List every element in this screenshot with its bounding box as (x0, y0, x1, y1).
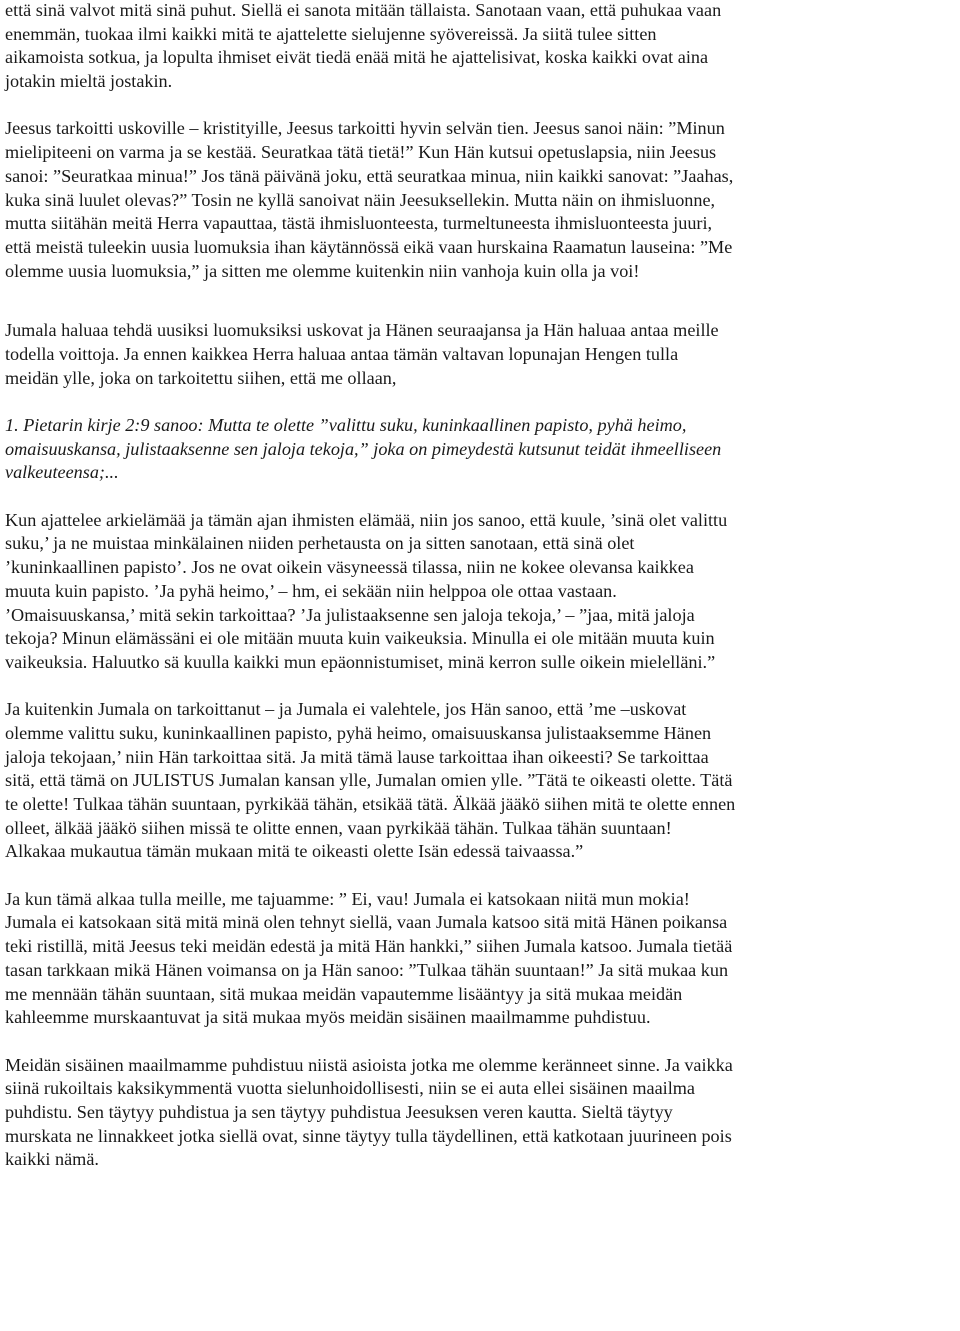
paragraph-gap (5, 283, 960, 319)
text-line: sitä, että tämä on JULISTUS Jumalan kansan ylle, Jumalan omien ylle. ”Tätä te oikeasti olette. Tätä (5, 770, 733, 791)
paragraph-gap (5, 1030, 960, 1054)
text-line: Ja kuitenkin Jumala on tarkoittanut – ja Jumala ei valehtele, jos Hän sanoo, että ’me –uskovat (5, 699, 687, 720)
text-line: vaikeuksia. Haluutko sä kuulla kaikki mun epäonnistumiset, minä kerron sulle oikein mielelläni.” (5, 651, 716, 672)
text-line: Ja kun tämä alkaa tulla meille, me tajuamme: ” Ei, vau! Jumala ei katsokaan niitä mun mokia! (5, 888, 690, 909)
text-line: kuka sinä luulet olevas?” Tosin ne kyllä sanoivat näin Jeesuksellekin. Mutta näin on ihmisluonne, (5, 189, 716, 210)
text-line: puhdistu. Sen täytyy puhdistua ja sen täytyy puhdistua Jeesuksen veren kautta. Sieltä täytyy (5, 1101, 673, 1122)
text-line: valkeuteensa;... (5, 462, 119, 483)
paragraph (5, 698, 960, 864)
text-line: todella voittoja. Ja ennen kaikkea Herra haluaa antaa tämän valtavan lopunajan Hengen tulla (5, 343, 679, 364)
text-line: sanoi: ”Seuratkaa minua!” Jos tänä päivänä joku, että seuratkaa minua, niin kaikki sanovat: ”Jaahas, (5, 165, 734, 186)
paragraph (5, 509, 960, 675)
paragraph (5, 888, 960, 1030)
text-line: olemme valittu suku, kuninkaallinen papisto, pyhä heimo, omaisuuskansa julistaaksemme Hänen (5, 722, 712, 743)
paragraph-gap (5, 485, 960, 509)
paragraph (5, 117, 960, 283)
text-line: mielipiteeni on varma ja se kestää. Seuratkaa tätä tietä!” Kun Hän kutsui opetuslapsia, niin Jeesus (5, 142, 717, 163)
text-line: 1. Pietarin kirje 2:9 sanoo: Mutta te olette ”valittu suku, kuninkaallinen papisto, pyhä heimo, (5, 415, 687, 435)
text-line: suku,’ ja ne muistaa minkälainen niiden perhetausta on ja sitten sanotaan, että sinä olet (5, 533, 635, 554)
text-line: ’kuninkaallinen papisto’. Jos ne ovat oikein väsyneessä tilassa, niin ne kokee olevansa kaikkea (5, 557, 694, 578)
text-line: me mennään tähän suuntaan, sitä mukaa meidän vapautemme lisääntyy ja sitä mukaa meidän (5, 983, 683, 1004)
paragraph-gap (5, 94, 960, 118)
paragraph (5, 319, 960, 390)
text-line: teki ristillä, mitä Jeesus teki meidän edestä ja mitä Hän hankki,” siihen Jumala katsoo. Jumala tietää (5, 936, 733, 957)
text-line: kahleemme murskaantuvat ja sitä mukaa myös meidän sisäinen maailmamme puhdistuu. (5, 1007, 651, 1028)
text-line: Alkakaa mukautua tämän mukaan mitä te oikeasti olette Isän edessä taivaassa.” (5, 841, 584, 862)
text-line: te olette! Tulkaa tähän suuntaan, pyrkikää tähän, etsikää tätä. Älkää jääkö siihen mitä te olette ennen (5, 794, 736, 814)
paragraph (5, 1054, 960, 1172)
text-line: omaisuuskansa, julistaaksenne sen jaloja tekoja,” joka on pimeydestä kutsunut teidät ihmeelliseen (5, 438, 722, 459)
text-line: että sinä valvot mitä sinä puhut. Siellä ei sanota mitään tällaista. Sanotaan vaan, että puhukaa vaan (5, 0, 722, 20)
text-line: jotakin mieltä jostakin. (5, 71, 173, 92)
paragraph-gap (5, 675, 960, 699)
text-line: enemmän, tuokaa ilmi kaikki mitä te ajattelette sielujenne syövereissä. Ja siitä tulee sitten (5, 23, 657, 44)
text-line: olleet, älkää jääkö siihen missä te olitte ennen, vaan pyrkikää tähän. Tulkaa tähän suuntaan! (5, 817, 672, 838)
text-line: Kun ajattelee arkielämää ja tämän ajan ihmisten elämää, niin jos sanoo, että kuule, ’sinä olet valittu (5, 509, 728, 530)
text-line: tekoja? Minun elämässäni ei ole mitään muuta kuin vaikeuksia. Minulla ei ole mitään muuta kuin (5, 628, 715, 649)
text-line: tasan tarkkaan mikä Hänen voimansa on ja Hän sanoo: ”Tulkaa tähän suuntaan!” Ja sitä mukaa kun (5, 959, 729, 980)
text-line: murskata ne linnakkeet jotka siellä ovat, sinne täytyy tulla täydellinen, että katkotaan juurineen pois (5, 1125, 732, 1146)
text-line: jaloja tekojaan,’ niin Hän tarkoittaa sitä. Ja mitä tämä lause tarkoittaa ihan oikeesti? Se tarkoittaa (5, 746, 709, 767)
text-line: aikamoista sotkua, ja lopulta ihmiset eivät tiedä enää mitä he ajattelisivat, koska kaikki ovat aina (5, 47, 709, 68)
text-line: muuta kuin papisto. ’Ja pyhä heimo,’ – hm, ei sekään niin helppoa ole ottaa vastaan. (5, 580, 617, 601)
paragraph-gap (5, 390, 960, 414)
text-line: Jumala haluaa tehdä uusiksi luomuksiksi uskovat ja Hänen seuraajansa ja Hän haluaa antaa meille (5, 320, 719, 341)
text-line: että meistä tuleekin uusia luomuksia ihan käytännössä eikä vaan hurskaina Raamatun lauseina: ”Me (5, 236, 733, 257)
text-line: siinä rukoiltais kaksikymmentä vuotta sielunhoidollisesti, niin se ei auta ellei sisäinen maailma (5, 1078, 695, 1099)
scripture-quote (5, 414, 960, 485)
text-line: Meidän sisäinen maailmamme puhdistuu niistä asioista jotka me olemme keränneet sinne. Ja vaikka (5, 1054, 733, 1075)
text-line: kaikki nämä. (5, 1149, 99, 1170)
paragraph-gap (5, 864, 960, 888)
text-line: olemme uusia luomuksia,” ja sitten me olemme kuitenkin niin vanhoja kuin olla ja voi! (5, 260, 640, 281)
text-line: mutta siitähän meitä Herra vapauttaa, tästä ihmisluonteesta, turmeltuneesta ihmisluonteesta juuri, (5, 213, 713, 234)
text-line: Jeesus tarkoitti uskoville – kristityille, Jeesus tarkoitti hyvin selvän tien. Jeesus sanoi näin: ”Minun (5, 118, 725, 139)
paragraph (5, 0, 960, 94)
text-line: meidän ylle, joka on tarkoitettu siihen, että me ollaan, (5, 367, 397, 388)
text-line: ’Omaisuuskansa,’ mitä sekin tarkoittaa? ’Ja julistaaksenne sen jaloja tekoja,’ – ”jaa, mitä jaloja (5, 604, 695, 625)
text-line: Jumala ei katsokaan sitä mitä minä olen tehnyt siellä, vaan Jumala katsoo sitä mitä Hänen poikansa (5, 912, 728, 933)
